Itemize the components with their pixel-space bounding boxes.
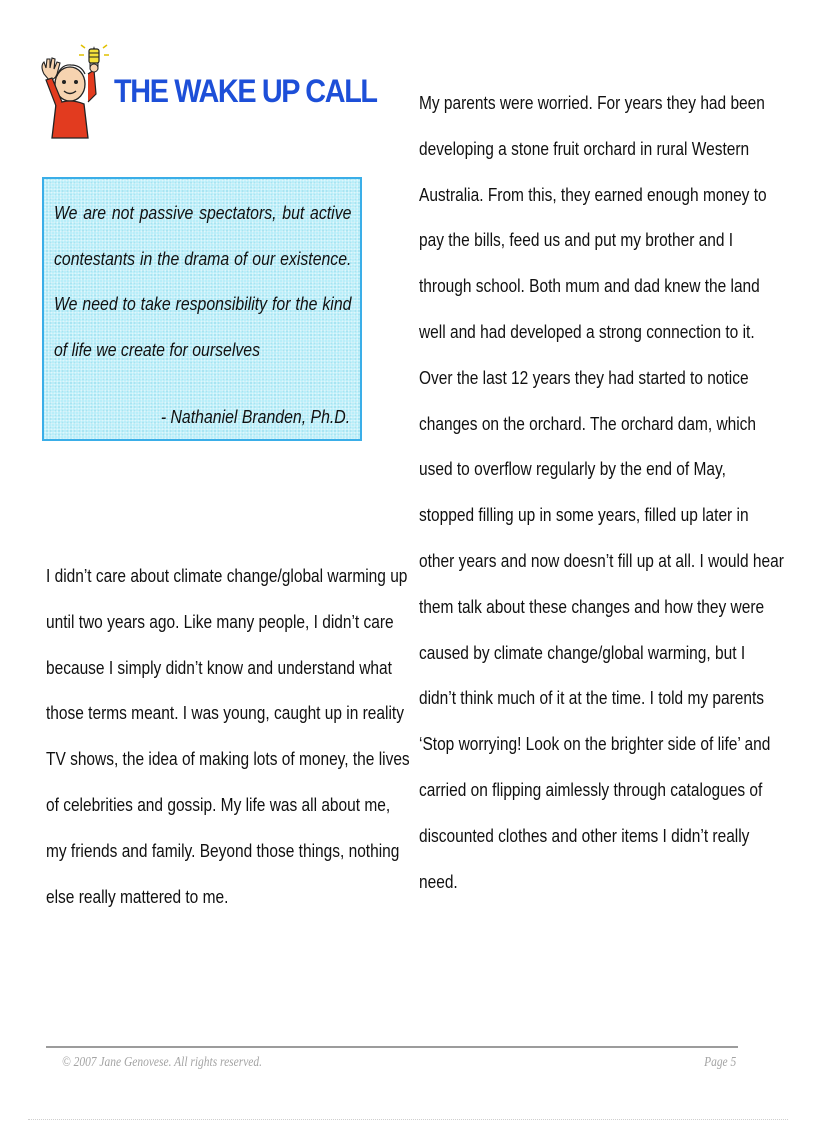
right-column-text	[419, 81, 784, 905]
paragraph-line: developing a stone fruit orchard in rural Western	[419, 138, 750, 159]
paragraph-line: until two years ago. Like many people, I didn’t care	[46, 611, 394, 632]
paragraph-line: them talk about these changes and how they were	[419, 596, 765, 617]
paragraph-line: other years and now doesn’t fill up at all. I would hear	[419, 550, 784, 571]
paragraph-line: My parents were worried. For years they had been	[419, 93, 765, 113]
footer-copyright: © 2007 Jane Genovese. All rights reserved.	[62, 1055, 263, 1070]
paragraph-line: through school. Both mum and dad knew the land	[419, 276, 760, 297]
paragraph-line: caused by climate change/global warming, but I	[419, 642, 746, 663]
quote-box	[42, 177, 362, 441]
paragraph-line: stopped filling up in some years, filled up later in	[419, 505, 749, 526]
paragraph-line: my friends and family. Beyond those things, nothing	[46, 840, 400, 861]
paragraph-line: those terms meant. I was young, caught up in reality	[46, 703, 404, 724]
paragraph-line: changes on the orchard. The orchard dam, which	[419, 413, 757, 434]
waving-person-lightbulb-icon	[38, 44, 110, 142]
paragraph-line: of celebrities and gossip. My life was all about me,	[46, 794, 391, 815]
paragraph-line: I didn’t care about climate change/global warming up	[46, 566, 408, 586]
paragraph-line: didn’t think much of it at the time. I told my parents	[419, 688, 765, 709]
paragraph-line: ‘Stop worrying! Look on the brighter side of life’ and	[419, 734, 771, 755]
footer-page-number: Page 5	[703, 1055, 736, 1070]
paragraph-line: else really mattered to me.	[46, 886, 229, 907]
paragraph-line: well and had developed a strong connection to it.	[419, 321, 755, 342]
paragraph-line: Australia. From this, they earned enough money to	[419, 184, 767, 205]
paragraph-line: Over the last 12 years they had started to notice	[419, 367, 749, 388]
footer-divider	[46, 1046, 738, 1048]
paragraph-line: discounted clothes and other items I didn’t really	[419, 825, 750, 846]
paragraph-line: carried on flipping aimlessly through catalogues of	[419, 779, 763, 800]
page-edge-divider	[28, 1119, 788, 1120]
quote-author: - Nathaniel Branden, Ph.D.	[160, 407, 350, 427]
paragraph-line: pay the bills, feed us and put my brother and I	[419, 230, 734, 251]
paragraph-line: because I simply didn’t know and understand what	[46, 657, 392, 678]
left-column-text	[46, 554, 410, 920]
paragraph-line: TV shows, the idea of making lots of money, the lives	[46, 749, 410, 770]
page-title: THE WAKE UP CALL	[114, 73, 377, 109]
quote-text: We are not passive spectators, but active contestants in the drama of our existence. We need to take responsibility for the kind of life we create for ourselves	[54, 203, 352, 360]
paragraph-line: need.	[419, 871, 458, 892]
paragraph-line: used to overflow regularly by the end of May,	[419, 459, 726, 480]
